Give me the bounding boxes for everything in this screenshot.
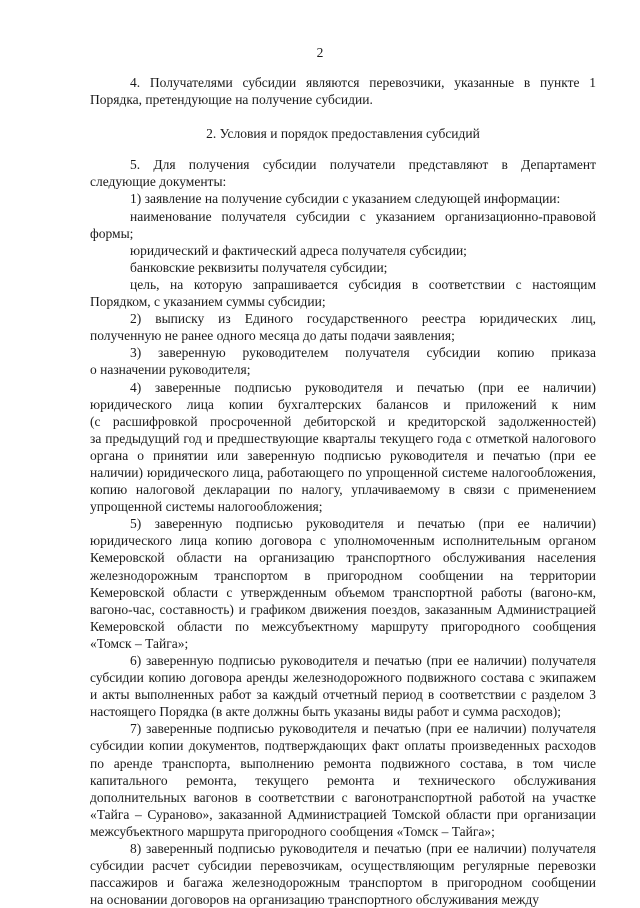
paragraph-line: пассажиров и багажа железнодорожным транспортом в пригородном сообщении	[90, 875, 596, 891]
paragraph-line: юридического лица копию договора с уполномоченным исполнительным органом	[90, 533, 596, 549]
paragraph-line: Кемеровской области с утвержденным объемом транспортной работы (вагоно-км,	[90, 584, 596, 600]
document-body	[90, 74, 596, 908]
paragraph-line: о назначении руководителя;	[90, 362, 251, 378]
paragraph-line: по аренде транспорта, выполнению ремонта подвижного состава, в том числе	[90, 755, 596, 771]
paragraph-line: «Тайга – Сураново», заказанной Администрацией Томской области при организации	[90, 806, 596, 822]
paragraph-line: 8) заверенный подписью руководителя и печатью (при ее наличии) получателя	[130, 841, 596, 857]
paragraph-line: субсидии копии документов, подтверждающих факт оплаты произведенных расходов	[90, 738, 596, 754]
paragraph-line: полученную не ранее одного месяца до даты подачи заявления;	[90, 328, 455, 344]
paragraph-line: железнодорожным транспортом в пригородном сообщении на территории	[90, 567, 596, 583]
paragraph-line: следующие документы:	[90, 174, 227, 190]
paragraph-line: Кемеровской области на организацию транспортного обслуживания населения	[90, 550, 596, 566]
paragraph-line: наименование получателя субсидии с указанием организационно-правовой	[130, 208, 596, 224]
paragraph-line: капитального ремонта, текущего ремонта и технического обслуживания	[90, 772, 596, 788]
paragraph-line: банковские реквизиты получателя субсидии;	[130, 259, 388, 275]
paragraph-line: 4) заверенные подписью руководителя и печатью (при ее наличии)	[130, 379, 596, 395]
paragraph-line: «Томск – Тайга»;	[90, 635, 189, 651]
paragraph-line: 5. Для получения субсидии получатели представляют в Департамент	[130, 157, 596, 173]
paragraph-line: 6) заверенную подписью руководителя и печатью (при ее наличии) получателя	[130, 653, 596, 668]
paragraph-line: 3) заверенную руководителем получателя субсидии копию приказа	[130, 345, 596, 361]
paragraph-line: органа о принятии или заверенную подписью руководителя и печатью (при ее	[90, 447, 596, 463]
paragraph-line: 5) заверенную подписью руководителя и печатью (при ее наличии)	[130, 516, 596, 532]
paragraph-line: за предыдущий год и предшествующие кварталы текущего года с отметкой налогового	[90, 430, 596, 446]
paragraph-line: 4. Получателями субсидии являются перевозчики, указанные в пункте 1	[130, 75, 596, 90]
paragraph-line: цель, на которую запрашивается субсидия в соответствии с настоящим	[130, 276, 596, 292]
paragraph-line: 1) заявление на получение субсидии с указанием следующей информации:	[130, 191, 561, 207]
paragraph-line: копию налоговой декларации по налогу, уплачиваемому в связи с применением	[90, 482, 596, 498]
paragraph-line: (с расшифровкой просроченной дебиторской и кредиторской задолженностей)	[90, 413, 596, 429]
paragraph-line: 2) выписку из Единого государственного реестра юридических лиц,	[130, 311, 596, 327]
paragraph-line: упрощенной системы налогообложения;	[90, 499, 323, 515]
paragraph-line: Порядком, с указанием суммы субсидии;	[90, 294, 326, 310]
paragraph-line: дополнительных вагонов в соответствии с вагонотранспортной работой на участке	[90, 789, 596, 805]
paragraph-line: межсубъектного маршрута пригородного сообщения «Томск – Тайга»;	[90, 823, 495, 839]
paragraph-line: юридического лица копии бухгалтерских балансов и приложений к ним	[90, 396, 596, 412]
paragraph-line: субсидии копию договора аренды железнодорожного подвижного состава с экипажем	[90, 670, 596, 686]
paragraph-line: вагоно-час, составность) и графиком движения поездов, заказанным Администрацией	[90, 601, 596, 617]
paragraph-line: субсидии расчет субсидии перевозчикам, осуществляющим регулярные перевозки	[90, 858, 596, 874]
page-number: 2	[316, 45, 324, 60]
paragraph-line: настоящего Порядка (в акте должны быть указаны виды работ и сумма расходов);	[90, 704, 562, 720]
paragraph-line: формы;	[90, 225, 134, 241]
section-heading: 2. Условия и порядок предоставления субсидий	[206, 126, 480, 142]
paragraph-line: Порядка, претендующие на получение субсидии.	[90, 92, 373, 108]
paragraph-line: Кемеровской области по межсубъектному маршруту пригородного сообщения	[90, 618, 596, 634]
paragraph-line: 7) заверенные подписью руководителя и печатью (при ее наличии) получателя	[130, 721, 596, 737]
paragraph-line: и акты выполненных работ за каждый отчетный период в соответствии с разделом 3	[90, 687, 596, 703]
paragraph-line: юридический и фактический адреса получателя субсидии;	[130, 242, 467, 258]
paragraph-line: на основании договоров на организацию транспортного обслуживания между	[90, 892, 539, 908]
paragraph-line: наличии) юридического лица, работающего по упрощенной системе налогообложения,	[90, 464, 596, 480]
